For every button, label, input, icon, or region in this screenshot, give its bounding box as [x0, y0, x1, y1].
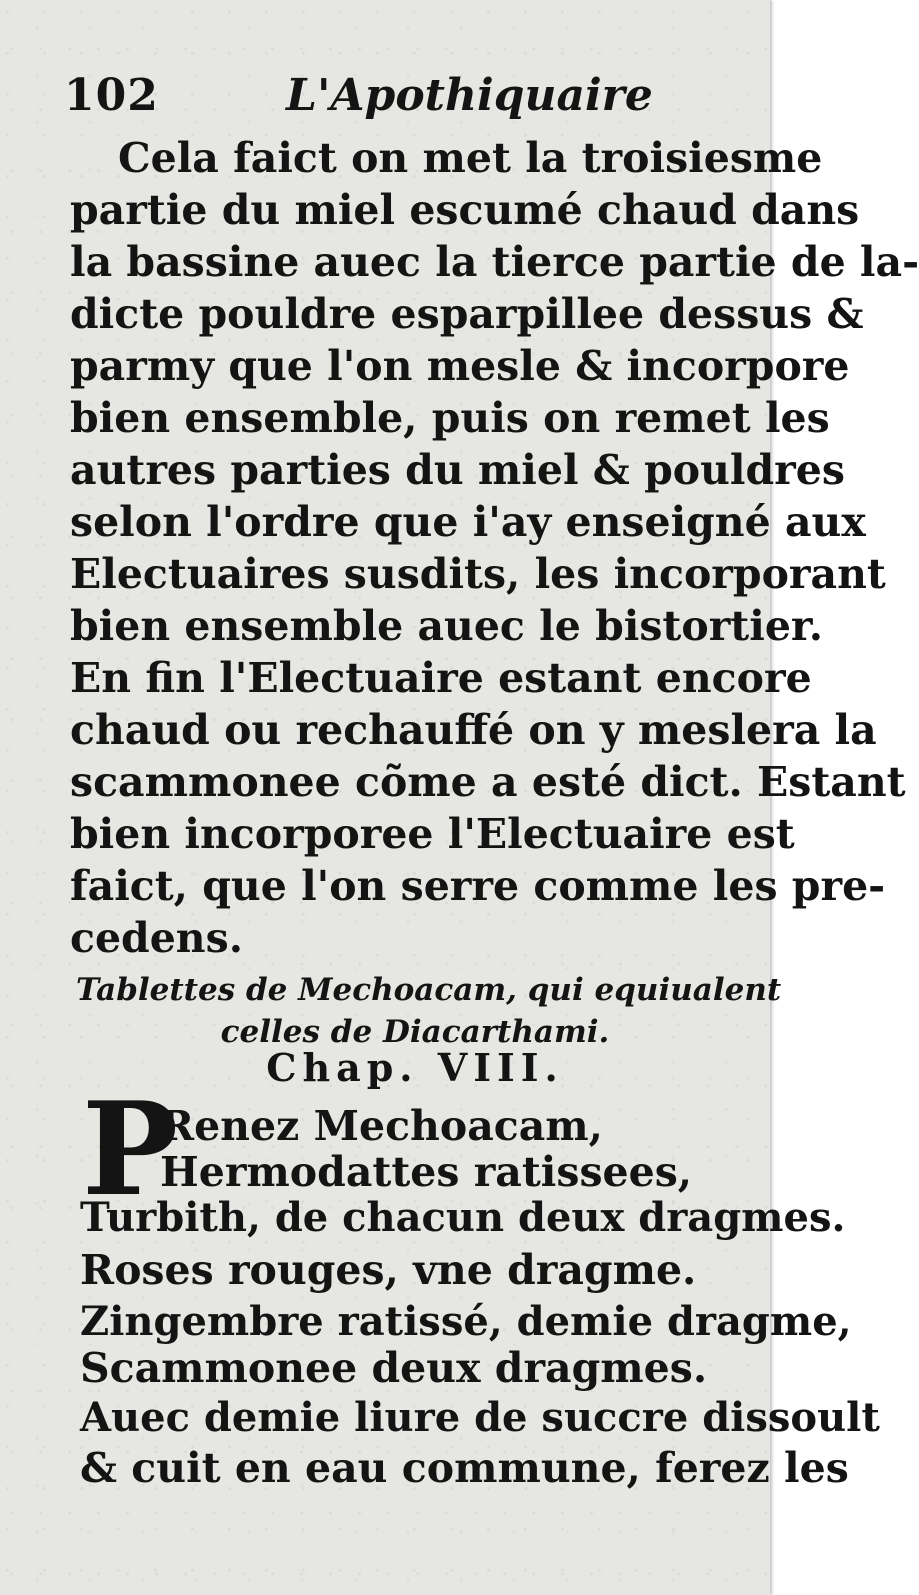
drop-cap: P	[82, 1075, 179, 1225]
section-title-line: celles de Diacarthami.	[220, 1014, 610, 1050]
text-line: selon l'ordre que i'ay enseigné aux	[70, 498, 866, 546]
text-line: Cela faict on met la troisiesme	[118, 134, 823, 182]
text-line: parmy que l'on mesle & incorpore	[70, 342, 850, 390]
text-line: En fin l'Electuaire estant encore	[70, 654, 812, 702]
recipe-line: & cuit en eau commune, ferez les	[80, 1444, 849, 1492]
text-line: autres parties du miel & pouldres	[70, 446, 845, 494]
text-line: bien ensemble auec le bistortier.	[70, 602, 824, 650]
page-header	[64, 70, 754, 130]
recipe-line: Auec demie liure de succre dissoult	[80, 1394, 880, 1441]
recipe-line: Roses rouges, vne dragme.	[80, 1246, 697, 1294]
text-line: bien ensemble, puis on remet les	[70, 394, 830, 442]
chapter-heading: Chap. VIII.	[266, 1045, 564, 1090]
recipe-line: Zingembre ratissé, demie dragme,	[80, 1298, 852, 1345]
text-line: dicte pouldre esparpillee dessus &	[70, 290, 864, 338]
text-line: Electuaires susdits, les incorporant	[70, 550, 886, 598]
page-number: 102	[64, 70, 159, 121]
text-line: partie du miel escumé chaud dans	[70, 186, 860, 234]
running-title: L'Apothiquaire	[286, 70, 653, 121]
text-line: cedens.	[70, 914, 243, 962]
text-line: bien incorporee l'Electuaire est	[70, 810, 795, 858]
text-line: faict, que l'on serre comme les pre-	[70, 862, 886, 910]
text-line: scammonee cõme a esté dict. Estant	[70, 758, 906, 806]
recipe-line: Renez Mechoacam,	[160, 1102, 603, 1150]
text-line: la bassine auec la tierce partie de la-	[70, 238, 919, 286]
recipe-line: Scammonee deux dragmes.	[80, 1344, 708, 1392]
recipe-line: Hermodattes ratissees,	[160, 1148, 693, 1196]
text-line: chaud ou rechauffé on y meslera la	[70, 706, 877, 754]
section-title-line: Tablettes de Mechoacam, qui equiualent	[76, 972, 782, 1008]
recipe-line: Turbith, de chacun deux dragmes.	[80, 1194, 846, 1241]
